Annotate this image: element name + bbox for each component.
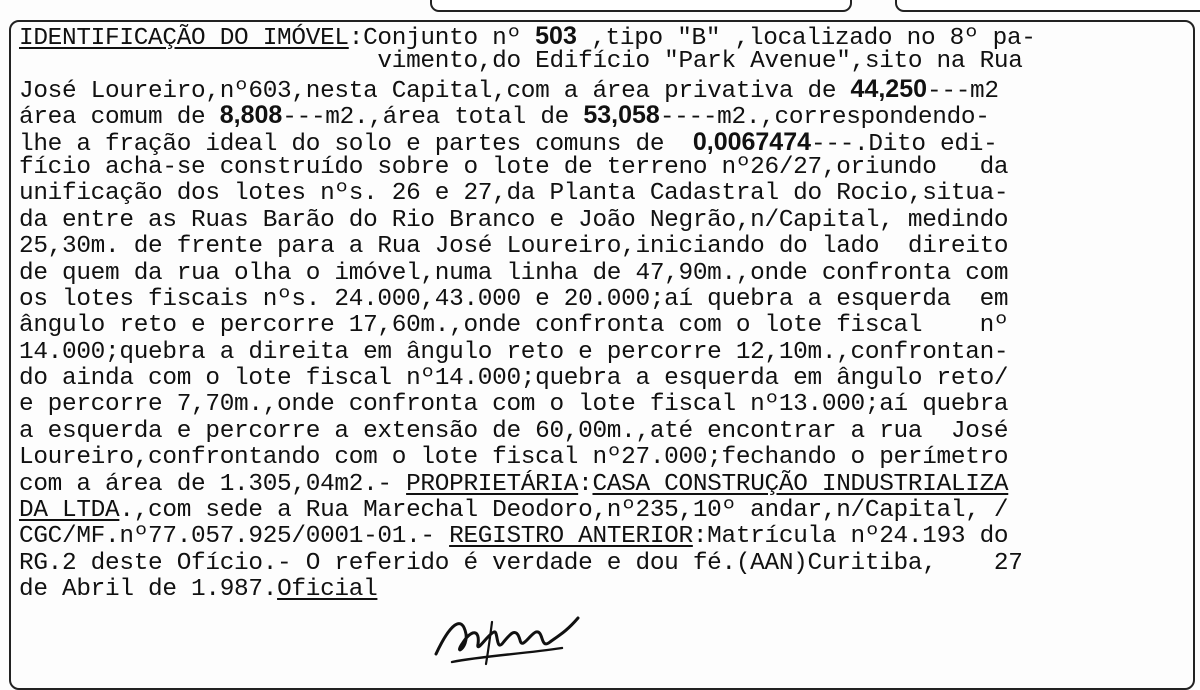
- text-segment: ---m2.,área total de: [282, 104, 584, 132]
- text-line: [19, 392, 1189, 418]
- handwritten-value: 0,0067474: [692, 127, 812, 156]
- underlined-heading: DA LTDA: [19, 497, 120, 525]
- text-segment: e percorre 7,70m.,onde confronta com o lote fiscal nº13.000;aí quebra: [19, 391, 1009, 419]
- text-line: [19, 313, 1189, 339]
- text-line: [19, 74, 1189, 105]
- text-segment: :Matrícula nº24.193 do: [692, 523, 1009, 551]
- text-segment: da entre as Ruas Barão do Rio Branco e João Negrão,n/Capital, medindo: [19, 206, 1009, 234]
- handwritten-value: 8,808: [219, 101, 283, 130]
- handwritten-value: 44,250: [850, 74, 928, 103]
- text-segment: 25,30m. de frente para a Rua José Loureiro,iniciando do lado direito: [19, 233, 1009, 261]
- text-line: [19, 472, 1189, 498]
- text-segment: ,tipo "B" ,localizado no 8º pa-: [576, 25, 1036, 52]
- text-line: [19, 498, 1189, 524]
- text-line: [19, 551, 1189, 577]
- handwritten-value: 503: [535, 22, 577, 50]
- text-line: [19, 577, 1189, 603]
- official-signature: [432, 604, 582, 668]
- text-segment: RG.2 deste Ofício.- O referido é verdade e dou fé.(AAN)Curitiba, 27: [19, 549, 1023, 577]
- text-line: [19, 49, 1189, 75]
- text-line: [19, 340, 1189, 366]
- text-segment: :Conjunto nº: [348, 25, 536, 52]
- text-segment: os lotes fiscais nºs. 24.000,43.000 e 20.000;aí quebra a esquerda em: [19, 285, 1009, 313]
- text-segment: Loureiro,confrontando com o lote fiscal nº27.000;fechando o perímetro: [19, 444, 1009, 472]
- text-segment: .,com sede a Rua Marechal Deodoro,nº235,10º andar,n/Capital, /: [119, 497, 1009, 525]
- text-segment: fício acha-se construído sobre o lote de terreno nº26/27,oriundo da: [19, 153, 1009, 181]
- text-line: [19, 524, 1189, 550]
- text-line: [19, 155, 1189, 181]
- text-segment: ---m2: [927, 77, 999, 105]
- underlined-heading: PROPRIETÁRIA: [406, 470, 579, 498]
- text-segment: 14.000;quebra a direita em ângulo reto e percorre 12,10m.,confrontan-: [19, 338, 1009, 366]
- text-segment: unificação dos lotes nºs. 26 e 27,da Planta Cadastral do Rocio,situa-: [19, 180, 1009, 208]
- text-line: [19, 261, 1189, 287]
- text-line: [19, 208, 1189, 234]
- text-segment: a esquerda e percorre a extensão de 60,00m.,até encontrar a rua José: [19, 417, 1009, 445]
- text-segment: ângulo reto e percorre 17,60m.,onde confronta com o lote fiscal nº: [19, 312, 1009, 340]
- text-segment: ---.Dito edi-: [811, 130, 998, 158]
- text-line: [19, 22, 1189, 52]
- text-line: [19, 287, 1189, 313]
- text-segment: área comum de: [19, 104, 220, 132]
- handwritten-value: 53,058: [583, 101, 660, 130]
- text-segment: :: [578, 470, 593, 498]
- text-segment: de quem da rua olha o imóvel,numa linha de 47,90m.,onde confronta com: [19, 259, 1009, 287]
- underlined-heading: Oficial: [277, 576, 378, 604]
- underlined-heading: REGISTRO ANTERIOR: [449, 523, 693, 551]
- text-segment: José Loureiro,nº603,nesta Capital,com a área privativa de: [19, 77, 851, 105]
- header-box-right: [895, 0, 1200, 12]
- text-line: [19, 181, 1189, 207]
- text-line: [19, 127, 1189, 158]
- text-segment: com a área de 1.305,04m2.-: [19, 470, 407, 498]
- text-segment: vimento,do Edifício "Park Avenue",sito na Rua: [19, 48, 1023, 76]
- property-registration-text: [19, 23, 1189, 604]
- text-line: [19, 101, 1189, 132]
- text-line: [19, 445, 1189, 471]
- text-segment: do ainda com o lote fiscal nº14.000;quebra a esquerda em ângulo reto/: [19, 365, 1009, 393]
- text-segment: de Abril de 1.987.: [19, 576, 278, 604]
- underlined-heading: IDENTIFICAÇÃO DO IMÓVEL: [19, 25, 349, 52]
- text-segment: CGC/MF.nº77.057.925/0001-01.-: [19, 523, 450, 551]
- underlined-heading: CASA CONSTRUÇÃO INDUSTRIALIZA: [592, 470, 1009, 498]
- text-line: [19, 419, 1189, 445]
- text-segment: ----m2.,correspondendo-: [659, 104, 990, 132]
- text-segment: lhe a fração ideal do solo e partes comuns de: [19, 130, 693, 158]
- text-line: [19, 366, 1189, 392]
- text-line: [19, 234, 1189, 260]
- header-box-left: [430, 0, 852, 12]
